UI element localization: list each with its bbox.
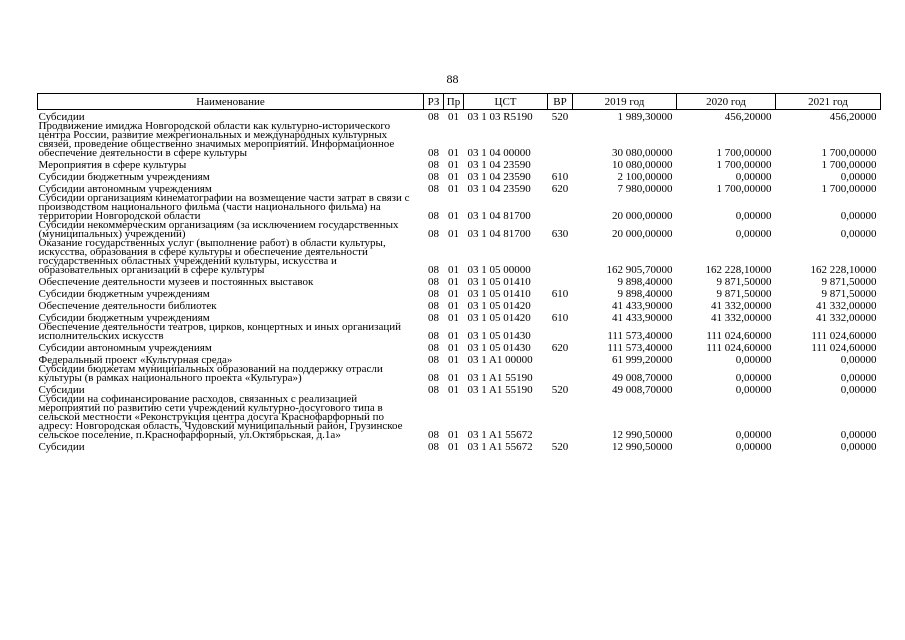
row-pr: 01 <box>448 147 459 159</box>
row-name: Субсидии <box>38 384 85 396</box>
row-cst: 03 1 05 00000 <box>467 264 531 276</box>
row-2021: 0,00000 <box>840 372 877 384</box>
row-name: Обеспечение деятельности библиотек <box>38 300 217 312</box>
row-2019: 49 008,70000 <box>612 372 673 384</box>
row-cst: 03 1 05 01420 <box>467 312 531 324</box>
row-rz: 08 <box>428 441 439 453</box>
row-2019: 162 905,70000 <box>606 264 673 276</box>
row-name: Обеспечение деятельности театров, цирков, концертных и иных организаций исполнительских искусств <box>38 321 402 342</box>
row-2020: 456,20000 <box>724 111 772 123</box>
row-2019: 7 980,00000 <box>617 183 673 195</box>
row-name: Субсидии организациям кинематографии на возмещение части затрат в связи с производством национального фильма (части национального фильма) на территории Новгородской области <box>38 192 410 222</box>
table-row <box>38 170 881 182</box>
row-2020: 0,00000 <box>735 354 772 366</box>
row-pr: 01 <box>448 183 459 195</box>
row-name: Обеспечение деятельности музеев и постоянных выставок <box>38 276 314 288</box>
row-name: Субсидии <box>38 111 85 123</box>
row-vr <box>548 323 573 341</box>
row-vr <box>548 158 573 170</box>
row-2021: 0,00000 <box>840 354 877 366</box>
row-2021: 9 871,50000 <box>821 276 877 288</box>
row-pr: 01 <box>448 372 459 384</box>
table-row <box>38 287 881 299</box>
row-vr: 520 <box>551 111 569 123</box>
table-header-row <box>38 94 881 110</box>
row-vr <box>548 239 573 275</box>
row-name: Субсидии на софинансирование расходов, связанных с реализацией мероприятий по развитию сети учреждений культурно-досугового типа в сельской местности «Реконструкция центра досуга Краснофарфорный по адресу: Новгородская область, Чудовский муниципальный район, Грузинское сельское поселение, п.Краснофарфорный, ул.Октябрьская, д.1а» <box>38 393 403 441</box>
row-2021: 0,00000 <box>840 384 877 396</box>
row-vr <box>548 275 573 287</box>
header-cst: ЦСТ <box>464 94 548 110</box>
header-vr: ВР <box>548 94 573 110</box>
row-vr <box>548 194 573 221</box>
row-2020: 0,00000 <box>735 171 772 183</box>
row-2019: 30 080,00000 <box>612 147 673 159</box>
row-rz: 08 <box>428 147 439 159</box>
row-vr <box>548 353 573 365</box>
row-2020: 111 024,60000 <box>706 342 772 354</box>
table-row <box>38 395 881 440</box>
row-pr: 01 <box>448 384 459 396</box>
row-name: Субсидии бюджетным учреждениям <box>38 171 210 183</box>
row-2019: 20 000,00000 <box>612 210 673 222</box>
row-rz: 08 <box>428 264 439 276</box>
row-2020: 0,00000 <box>735 228 772 240</box>
row-2021: 41 332,00000 <box>816 300 877 312</box>
row-cst: 03 1 04 23590 <box>467 183 531 195</box>
row-name: Субсидии автономным учреждениям <box>38 342 212 354</box>
header-pr: Пр <box>444 94 464 110</box>
row-vr <box>548 122 573 158</box>
row-2020: 0,00000 <box>735 429 772 441</box>
row-pr: 01 <box>448 330 459 342</box>
row-rz: 08 <box>428 429 439 441</box>
table-row <box>38 341 881 353</box>
row-2019: 49 008,70000 <box>612 384 673 396</box>
row-cst: 03 1 04 23590 <box>467 159 531 171</box>
row-name: Субсидии автономным учреждениям <box>38 183 212 195</box>
row-vr: 620 <box>551 342 569 354</box>
budget-table <box>37 93 881 452</box>
row-2019: 41 433,90000 <box>612 312 673 324</box>
row-pr: 01 <box>448 111 459 123</box>
row-name: Продвижение имиджа Новгородской области как культурно-исторического центра России, развитие межрегиональных и международных культурных связей, проведение общественно значимых мероприятий. Информационное обеспечение деятельности в сфере культуры <box>38 120 395 159</box>
row-2021: 9 871,50000 <box>821 288 877 300</box>
page-number: 88 <box>446 72 459 86</box>
row-name: Субсидии <box>38 441 85 453</box>
row-cst: 03 1 03 R5190 <box>467 111 533 123</box>
row-2021: 0,00000 <box>840 210 877 222</box>
row-cst: 03 1 04 23590 <box>467 171 531 183</box>
row-2021: 1 700,00000 <box>821 183 877 195</box>
row-vr: 630 <box>551 228 569 240</box>
row-2020: 162 228,10000 <box>705 264 772 276</box>
row-rz: 08 <box>428 171 439 183</box>
table-row <box>38 122 881 158</box>
row-rz: 08 <box>428 183 439 195</box>
row-name: Федеральный проект «Культурная среда» <box>38 354 233 366</box>
row-2021: 456,20000 <box>829 111 877 123</box>
row-rz: 08 <box>428 372 439 384</box>
row-rz: 08 <box>428 354 439 366</box>
row-vr <box>548 299 573 311</box>
row-rz: 08 <box>428 228 439 240</box>
row-vr: 610 <box>551 171 569 183</box>
row-rz: 08 <box>428 210 439 222</box>
row-rz: 08 <box>428 330 439 342</box>
row-rz: 08 <box>428 384 439 396</box>
row-rz: 08 <box>428 276 439 288</box>
table-row <box>38 194 881 221</box>
row-2021: 0,00000 <box>840 171 877 183</box>
row-pr: 01 <box>448 441 459 453</box>
row-pr: 01 <box>448 228 459 240</box>
row-2021: 111 024,60000 <box>811 330 877 342</box>
row-2021: 0,00000 <box>840 228 877 240</box>
row-cst: 03 1 A1 55672 <box>467 441 533 453</box>
row-2021: 0,00000 <box>840 429 877 441</box>
row-2019: 10 080,00000 <box>612 159 673 171</box>
row-name: Субсидии бюджетным учреждениям <box>38 288 210 300</box>
row-cst: 03 1 05 01430 <box>467 330 531 342</box>
header-name: Наименование <box>38 94 424 110</box>
row-2020: 0,00000 <box>735 210 772 222</box>
row-rz: 08 <box>428 342 439 354</box>
row-pr: 01 <box>448 429 459 441</box>
row-pr: 01 <box>448 288 459 300</box>
row-2020: 1 700,00000 <box>716 147 772 159</box>
row-cst: 03 1 05 01420 <box>467 300 531 312</box>
row-pr: 01 <box>448 171 459 183</box>
table-row <box>38 275 881 287</box>
row-2021: 162 228,10000 <box>810 264 877 276</box>
row-2020: 1 700,00000 <box>716 159 772 171</box>
row-2019: 9 898,40000 <box>617 276 673 288</box>
row-cst: 03 1 A1 55190 <box>467 384 533 396</box>
row-vr: 610 <box>551 288 569 300</box>
row-pr: 01 <box>448 159 459 171</box>
header-2021: 2021 год <box>776 94 881 110</box>
row-name: Мероприятия в сфере культуры <box>38 159 187 171</box>
table-row <box>38 323 881 341</box>
row-2019: 20 000,00000 <box>612 228 673 240</box>
row-name: Субсидии бюджетным учреждениям <box>38 312 210 324</box>
row-2019: 61 999,20000 <box>612 354 673 366</box>
row-pr: 01 <box>448 210 459 222</box>
row-cst: 03 1 04 81700 <box>467 210 531 222</box>
row-vr: 610 <box>551 312 569 324</box>
row-2019: 2 100,00000 <box>617 171 673 183</box>
row-pr: 01 <box>448 342 459 354</box>
row-rz: 08 <box>428 288 439 300</box>
table-row <box>38 365 881 383</box>
row-pr: 01 <box>448 276 459 288</box>
row-2019: 111 573,40000 <box>607 330 673 342</box>
row-vr <box>548 365 573 383</box>
row-name: Оказание государственных услуг (выполнение работ) в области культуры, искусства, образования в сфере культуры и обеспечение деятельности государственных областных учреждений культуры, искусства и образовательных организаций в сфере культуры <box>38 237 386 276</box>
row-name: Субсидии бюджетам муниципальных образований на поддержку отрасли культуры (в рамках национального проекта «Культура») <box>38 363 383 384</box>
row-2020: 111 024,60000 <box>706 330 772 342</box>
row-cst: 03 1 A1 55672 <box>467 429 533 441</box>
row-2019: 111 573,40000 <box>607 342 673 354</box>
row-cst: 03 1 A1 55190 <box>467 372 533 384</box>
row-rz: 08 <box>428 300 439 312</box>
row-vr <box>548 395 573 440</box>
table-row <box>38 440 881 452</box>
row-2019: 12 990,50000 <box>612 441 673 453</box>
row-2020: 0,00000 <box>735 372 772 384</box>
row-name: Субсидии некоммерческим организациям (за исключением государственных (муниципальных) учреждений) <box>38 219 399 240</box>
row-rz: 08 <box>428 111 439 123</box>
header-rz: РЗ <box>424 94 444 110</box>
row-vr: 620 <box>551 183 569 195</box>
row-2020: 1 700,00000 <box>716 183 772 195</box>
row-2021: 1 700,00000 <box>821 159 877 171</box>
table-row <box>38 158 881 170</box>
row-pr: 01 <box>448 300 459 312</box>
row-vr: 520 <box>551 384 569 396</box>
row-2020: 0,00000 <box>735 441 772 453</box>
row-2021: 111 024,60000 <box>811 342 877 354</box>
row-cst: 03 1 05 01410 <box>467 288 531 300</box>
header-2019: 2019 год <box>573 94 677 110</box>
row-2021: 0,00000 <box>840 441 877 453</box>
row-cst: 03 1 A1 00000 <box>467 354 533 366</box>
row-cst: 03 1 04 81700 <box>467 228 531 240</box>
row-2019: 41 433,90000 <box>612 300 673 312</box>
row-rz: 08 <box>428 159 439 171</box>
row-pr: 01 <box>448 312 459 324</box>
row-2020: 9 871,50000 <box>716 288 772 300</box>
table-row <box>38 299 881 311</box>
row-cst: 03 1 05 01410 <box>467 276 531 288</box>
row-cst: 03 1 04 00000 <box>467 147 531 159</box>
row-rz: 08 <box>428 312 439 324</box>
row-2021: 41 332,00000 <box>816 312 877 324</box>
row-2019: 9 898,40000 <box>617 288 673 300</box>
row-2020: 41 332,00000 <box>711 300 772 312</box>
row-2019: 12 990,50000 <box>612 429 673 441</box>
header-2020: 2020 год <box>677 94 776 110</box>
row-vr: 520 <box>551 441 569 453</box>
table-row <box>38 239 881 275</box>
row-2019: 1 989,30000 <box>617 111 673 123</box>
row-cst: 03 1 05 01430 <box>467 342 531 354</box>
row-2020: 41 332,00000 <box>711 312 772 324</box>
row-pr: 01 <box>448 354 459 366</box>
row-2021: 1 700,00000 <box>821 147 877 159</box>
row-2020: 0,00000 <box>735 384 772 396</box>
row-pr: 01 <box>448 264 459 276</box>
row-2020: 9 871,50000 <box>716 276 772 288</box>
